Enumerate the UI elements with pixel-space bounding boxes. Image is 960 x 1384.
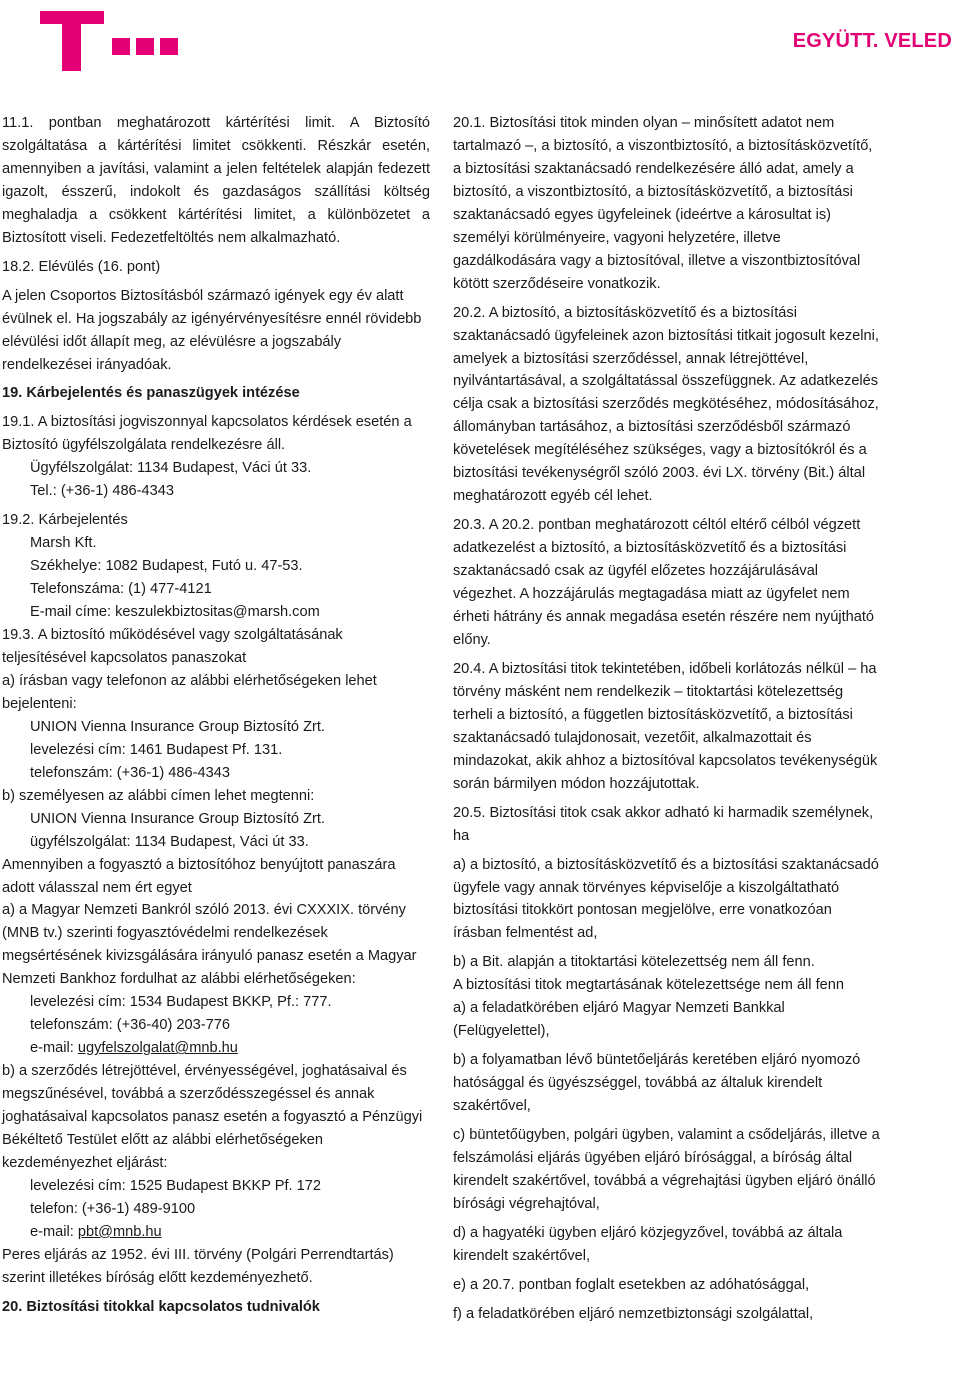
mnb-email-link[interactable]: ugyfelszolgalat@mnb.hu (77, 1040, 238, 1057)
pbt-email (2, 1221, 430, 1244)
telekom-t-logo-icon (40, 6, 172, 70)
paragraph-19-3-c: Amennyiben a fogyasztó a biztosítóhoz benyújtott panaszára adott válasszal nem ért egyet (2, 856, 396, 896)
heading-20: 20. Biztosítási titokkal kapcsolatos tudnivalók (2, 1298, 320, 1315)
paragraph-20-5-g: d) a hagyatéki ügyben eljáró közjegyzővel, továbbá az általa kirendelt szakértővel, (453, 1224, 843, 1264)
paragraph-20-5-e: b) a folyamatban lévő büntetőeljárás keretében eljáró nyomozó hatósággal és ügyészséggel, továbbá az általuk kirendelt szakértővel, (453, 1052, 861, 1115)
customer-service-phone: Tel.: (+36-1) 486-4343 (30, 483, 174, 500)
logo-dot-1 (112, 38, 130, 55)
paragraph-20-5-c: A biztosítási titok megtartásának kötelezettsége nem áll fenn (453, 977, 845, 994)
marsh-address: Székhelye: 1082 Budapest, Futó u. 47-53. (30, 558, 303, 575)
logo-dot-2 (136, 38, 154, 55)
logo-dot-3 (160, 38, 178, 55)
slogan: EGYÜTT. VELED (792, 30, 952, 52)
paragraph-20-2: 20.2. A biztosító, a biztosításközvetítő és a biztosítási szaktanácsadó ügyfeleinek azon biztosítási titkait jogosult kezelni, amelyek a biztosítási szerződéssel, annak létrejöttével, nyilvántartásával, a szolgáltatással összefüggnek. Az adatkezelés célja csak a biztosítási szerződés megkötéséhez, módosításához, állományban tartásához, a biztosítási szerződésből származó követelések megítéléséhez szükséges, vagy a biztosítókról és a biztosítási tevékenységről szóló 2003. évi LX. törvény (Bit.) által meghatározott egyéb cél lehet. (453, 304, 879, 505)
paragraph-19-3-e: b) a szerződés létrejöttével, érvényességével, joghatásaival és megszűnésével, továbbá a szerződésszegéssel és annak joghatásaival kapcsolatos panasz esetén a fogyasztó a Pénzügyi Békéltető Testület előtt az alábbi elérhetőségeken kezdeményezhet eljárást: (2, 1063, 423, 1171)
logo-t-stem (62, 11, 81, 71)
paragraph-19-1: 19.1. A biztosítási jogviszonnyal kapcsolatos kérdések esetén a Biztosító ügyfélszolgálata rendelkezésre áll. (2, 414, 412, 454)
right-column (453, 112, 881, 1326)
mnb-phone: telefonszám: (+36-40) 203-776 (30, 1017, 230, 1034)
customer-service-address: Ügyfélszolgálat: 1134 Budapest, Váci út 33. (30, 460, 312, 477)
paragraph-20-5-i: f) a feladatkörében eljáró nemzetbiztonsági szolgálattal, (453, 1305, 814, 1322)
pbt-postal-address: levelezési cím: 1525 Budapest BKKP Pf. 172 (30, 1177, 321, 1194)
paragraph-20-3: 20.3. A 20.2. pontban meghatározott céltól eltérő célból végzett adatkezelést a biztosító, a biztosításközvetítő és a biztosítási szaktanácsadó csak az ügyfél előzetes hozzájárulásával végezhet. A hozzájárulás megtagadása miatt az ügyfelet nem érheti hátrány és annak megadása esetén részére nem nyújtható előny. (453, 517, 875, 648)
paragraph-20-5-a: a) a biztosító, a biztosításközvetítő és a biztosítási szaktanácsadó ügyfele vagy annak törvényes képviselője a kiszolgáltatható biztosítási titokkört pontosan megjelölve, erre vonatkozóan írásban felmentést ad, (453, 856, 879, 942)
marsh-phone: Telefonszáma: (1) 477-4121 (30, 581, 212, 598)
marsh-name: Marsh Kft. (30, 535, 97, 552)
paragraph-20-5-f: c) büntetőügyben, polgári ügyben, valamint a csődeljárás, illetve a felszámolási eljárás ügyében eljáró bírósággal, a bíróság által kirendelt szakértővel, továbbá a végrehajtási ügyben eljáró önálló bírósági végrehajtóval, (453, 1127, 880, 1212)
left-column (2, 112, 430, 1319)
paragraph-20-5: 20.5. Biztosítási titok csak akkor adható ki harmadik személynek, ha (453, 804, 874, 844)
union-name-2: UNION Vienna Insurance Group Biztosító Zrt. (30, 810, 325, 827)
pbt-email-prefix: e-mail: (30, 1223, 78, 1240)
union-phone: telefonszám: (+36-1) 486-4343 (30, 764, 230, 781)
paragraph-18-1-cont: 11.1. pontban meghatározott kártérítési limit. A Biztosító szolgáltatása a kártérítési limitet csökkenti. Részkár esetén, amennyiben a javítási, valamint a jelen feltételek alapján fedezett igazolt, ésszerű, indokolt és gazdaságos szállítási költség meghaladja a csökkent kártérítési limitet, a különbözetet a Biztosított viseli. Fedezetfeltöltés nem alkalmazható. (2, 115, 430, 246)
pbt-phone: telefon: (+36-1) 489-9100 (30, 1200, 196, 1217)
heading-19: 19. Kárbejelentés és panaszügyek intézése (2, 385, 300, 402)
mnb-email (2, 1037, 430, 1060)
paragraph-19-3-d: a) a Magyar Nemzeti Bankról szóló 2013. évi CXXXIX. törvény (MNB tv.) szerinti fogyasztóvédelmi rendelkezések megsértésének kivizsgálására irányuló panasz esetén a Magyar Nemzeti Bankhoz fordulhat az alábbi elérhetőségeken: (2, 902, 417, 988)
heading-18-2: 18.2. Elévülés (16. pont) (2, 258, 161, 275)
paragraph-19-3-a: a) írásban vagy telefonon az alábbi elérhetőségeken lehet bejelenteni: (2, 672, 377, 712)
mnb-postal-address: levelezési cím: 1534 Budapest BKKP, Pf.: 777. (30, 994, 332, 1011)
paragraph-20-1: 20.1. Biztosítási titok minden olyan – minősített adatot nem tartalmazó –, a biztosító, a viszontbiztosító, a biztosításközvetítő, a biztosítási szaktanácsadó rendelkezésére álló adat, amely a biztosító, a viszontbiztosító, a biztosításközvetítő, a biztosítási szaktanácsadó egyes ügyfeleinek (ideértve a károsultat is) személyi körülményeire, vagyoni helyzetére, illetve gazdálkodására vagy a biztosítóval, illetve a viszontbiztosítóval kötött szerződéseire vonatkozik. (453, 115, 873, 292)
paragraph-19-2: 19.2. Kárbejelentés (2, 512, 128, 529)
mnb-email-prefix: e-mail: (30, 1040, 78, 1057)
paragraph-19-3-b: b) személyesen az alábbi címen lehet megtenni: (2, 787, 315, 804)
paragraph-20-5-d: a) a feladatkörében eljáró Magyar Nemzeti Bankkal (Felügyelettel), (453, 1000, 785, 1040)
union-customer-service: ügyfélszolgálat: 1134 Budapest, Váci út 33. (30, 833, 309, 850)
paragraph-20-5-h: e) a 20.7. pontban foglalt esetekben az adóhatósággal, (453, 1276, 810, 1293)
paragraph-19-3: 19.3. A biztosító működésével vagy szolgáltatásának teljesítésével kapcsolatos panaszokat (2, 627, 343, 666)
paragraph-19-3-f: Peres eljárás az 1952. évi III. törvény (Polgári Perrendtartás) szerint illetékes bíróság előtt kezdeményezhető. (2, 1246, 394, 1286)
paragraph-20-5-b: b) a Bit. alapján a titoktartási kötelezettség nem áll fenn. (453, 954, 815, 971)
union-postal-address: levelezési cím: 1461 Budapest Pf. 131. (30, 741, 283, 758)
pbt-email-link[interactable]: pbt@mnb.hu (77, 1223, 162, 1240)
paragraph-18-2: A jelen Csoportos Biztosításból származó igények egy év alatt évülnek el. Ha jogszabály az igényérvényesítésre ennél rövidebb elévülési időt állapít meg, az elévülésre a jogszabály rendelkezései irányadóak. (2, 287, 422, 373)
union-name-1: UNION Vienna Insurance Group Biztosító Zrt. (30, 718, 325, 735)
marsh-email: E-mail címe: keszulekbiztositas@marsh.com (30, 604, 320, 621)
paragraph-20-4: 20.4. A biztosítási titok tekintetében, időbeli korlátozás nélkül – ha törvény másként nem rendelkezik – titoktartási kötelezettség terheli a biztosító, a független biztosításközvetítő, a biztosítási szaktanácsadó tulajdonosait, vezetőit, alkalmazottait és mindazokat, akik ahhoz a biztosítóval kapcsolatos tevékenységük során bármilyen módon hozzájutottak. (453, 660, 878, 792)
